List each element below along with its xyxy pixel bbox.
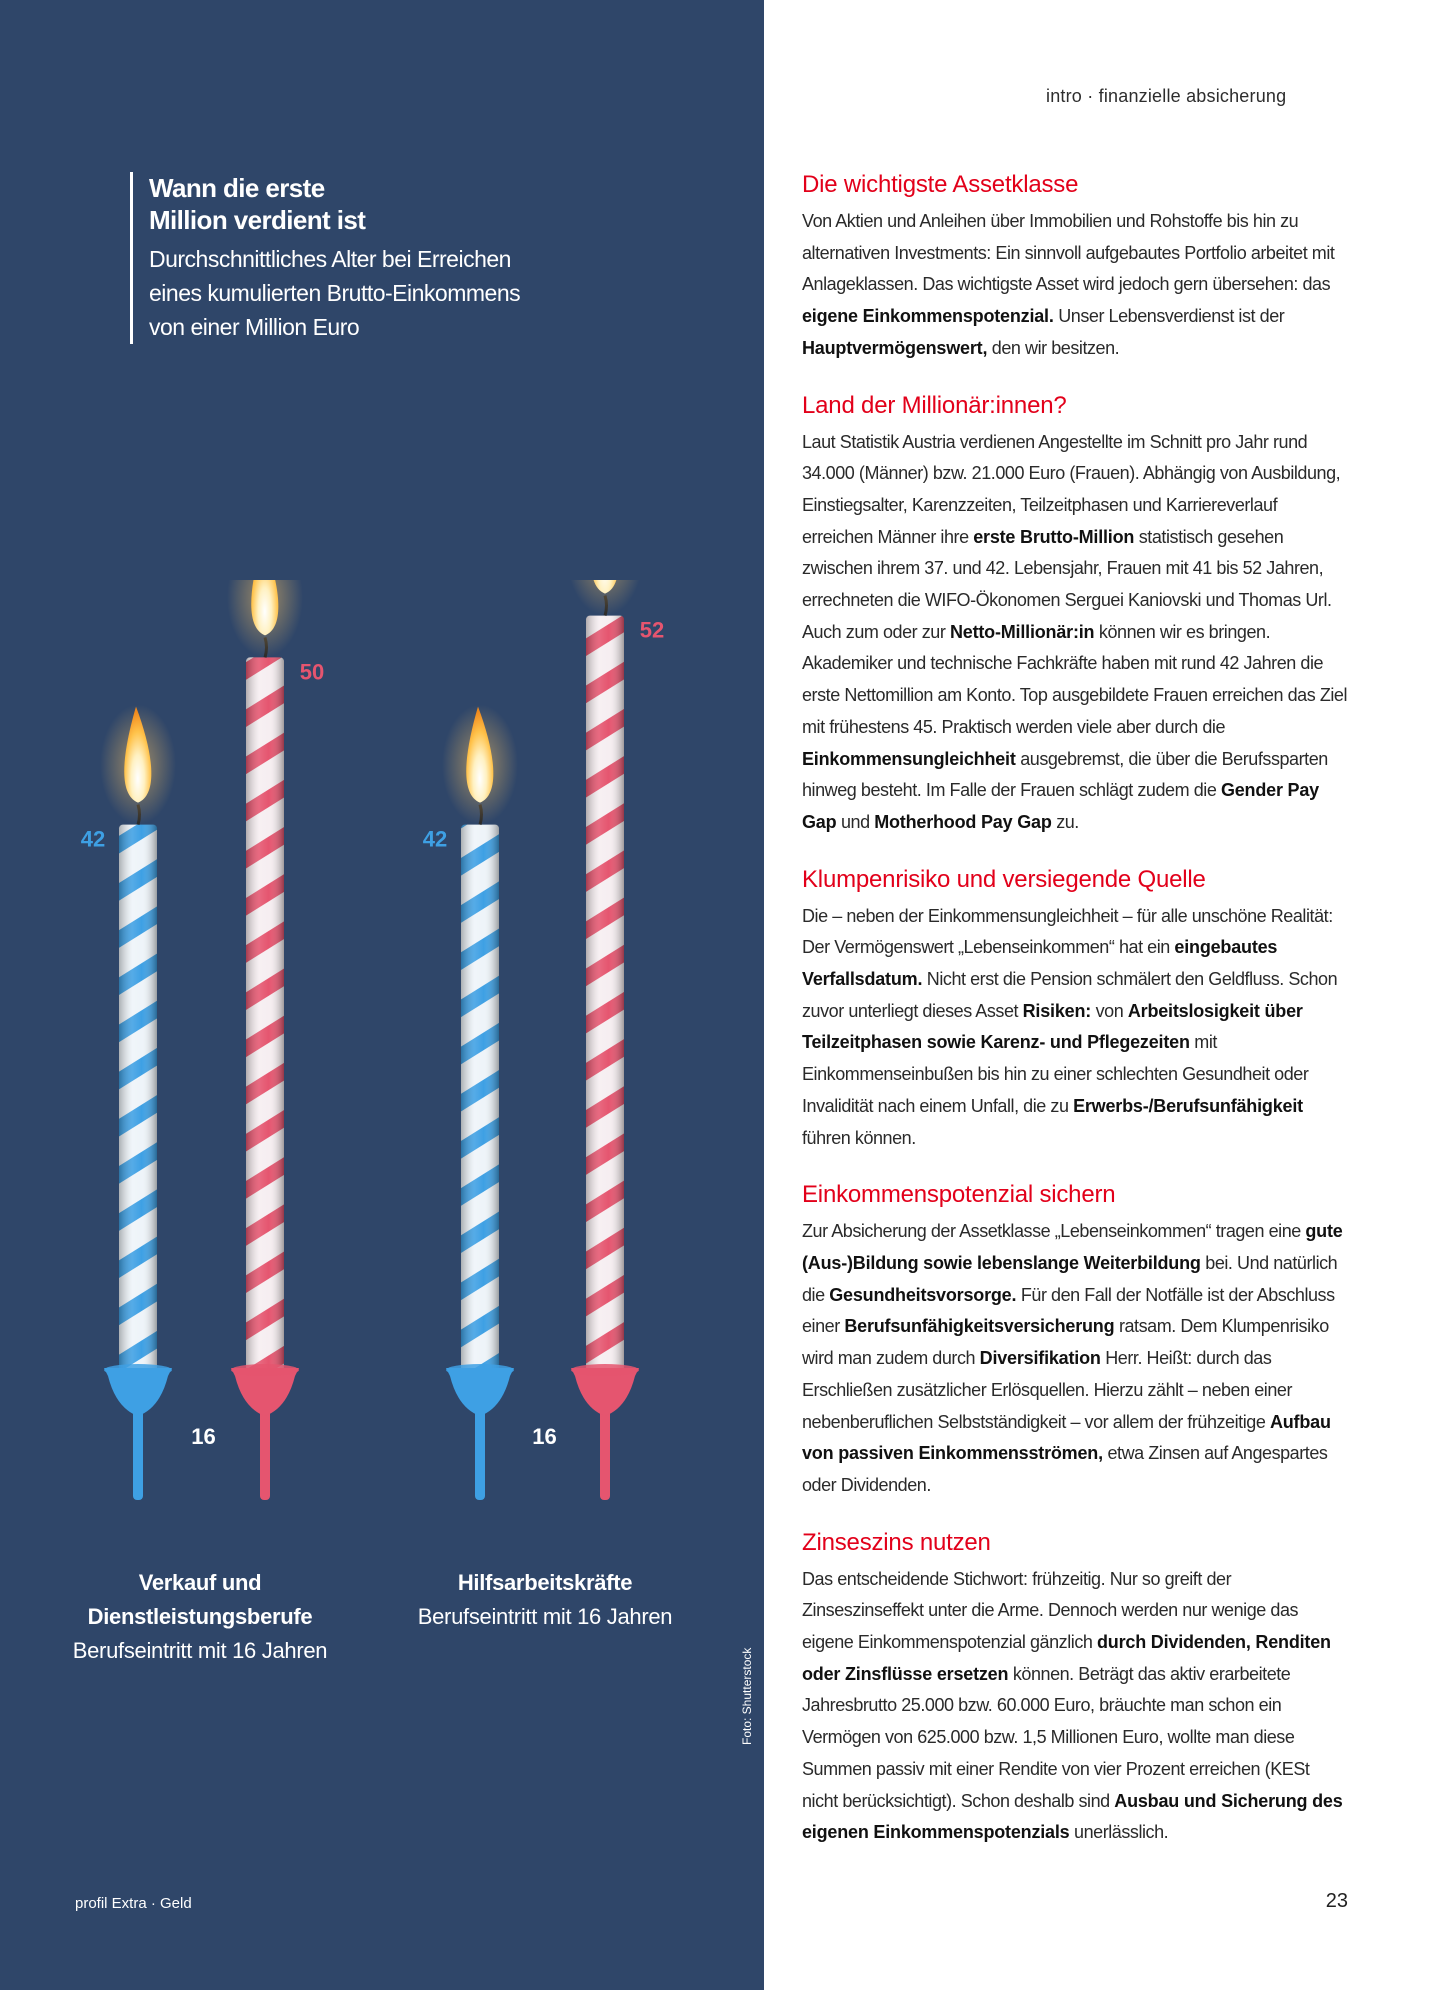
emphasis-text: gute (Aus-)Bildung sowie lebenslange Weiterbildung (802, 1221, 1343, 1273)
body-text: Unser Lebensverdienst ist der (1053, 306, 1285, 327)
candle-women (567, 580, 664, 1500)
infobox-subtitle (149, 242, 619, 344)
holder-rim (104, 1364, 172, 1376)
holder-rim (446, 1364, 514, 1376)
candle-value-label: 42 (80, 826, 106, 852)
emphasis-text: Gender Pay Gap (802, 780, 1319, 832)
emphasis-text: durch Dividenden, Renditen oder Zinsflüsse ersetzen (802, 1632, 1331, 1684)
section-heading: Einkommenspotenzial sichern (802, 1181, 1116, 1209)
body-text: Die – neben der Einkommensungleichheit – für alle unschöne Realität: Der Vermögenswert „Lebenseinkommen“ hat ein (802, 905, 1333, 958)
infobox-title-line: Million verdient ist (149, 205, 366, 235)
candle-shading (586, 616, 624, 1378)
article-section (802, 863, 1348, 1155)
emphasis-text: Berufsunfähigkeitsversicherung (844, 1316, 1115, 1337)
body-text: den wir besitzen. (987, 337, 1120, 358)
holder-stick (600, 1408, 610, 1500)
body-text: zu. (1051, 811, 1079, 832)
footer-publication: profil Extra · Geld (75, 1895, 192, 1912)
start-age-label: 16 (191, 1424, 216, 1449)
body-text: Für den Fall der Notfälle ist der Abschluss einer (802, 1284, 1335, 1337)
infobox-subtitle-line: von einer Million Euro (149, 314, 360, 340)
article-text (802, 168, 1348, 1873)
candle-women (227, 580, 324, 1500)
body-text: unerlässlich. (1069, 1822, 1169, 1843)
holder-rim (231, 1364, 299, 1376)
section-heading: Klumpenrisiko und versiegende Quelle (802, 865, 1206, 893)
emphasis-text: Arbeitslosigkeit über Teilzeitphasen sowie Karenz- und Pflegezeiten (802, 1000, 1303, 1053)
holder-rim (571, 1364, 639, 1376)
article-section (802, 1526, 1348, 1849)
body-text: Laut Statistik Austria verdienen Angestellte im Schnitt pro Jahr rund 34.000 (Männer) bzw. 21.000 Euro (Frauen). Abhängig von Ausbildung, Einstiegsalter, Karenzzeiten, Teilzeitphasen und Karriereverlauf erreichen Männer ihre (802, 431, 1341, 547)
group-note: Berufseintritt mit 16 Jahren (417, 1604, 673, 1629)
body-text: können. Beträgt das aktiv erarbeitete Jahresbrutto 25.000 bzw. 60.000 Euro, bräuchte man schon ein Vermögen von 625.000 bzw. 1,5 Millionen Euro, wollte man diese Summen passiv mit einer Rendite von vier Prozent erreichen (KESt nicht berücksichtigt). Schon deshalb sind (802, 1663, 1310, 1811)
body-text: Zur Absicherung der Assetklasse „Lebenseinkommen“ tragen eine (802, 1221, 1306, 1242)
emphasis-text: Risiken: (1022, 1000, 1092, 1021)
group-title: Hilfsarbeitskräfte (457, 1570, 633, 1595)
section-body (802, 901, 1348, 1155)
candle-shading (246, 657, 284, 1378)
emphasis-text: Gesundheitsvorsorge. (829, 1284, 1017, 1305)
body-text: können wir es bringen. Akademiker und technische Fachkräfte haben mit rund 42 Jahren die erste Nettomillion am Konto. Top ausgebildete Frauen erreichen das Ziel mit frühestens 45. Praktisch werden viele aber durch die (802, 621, 1348, 737)
body-text: Von Aktien und Anleihen über Immobilien und Rohstoffe bis hin zu alternativen Investments: Ein sinnvoll aufgebautes Portfolio arbeitet mit Anlageklassen. Das wichtigste Asset wird jedoch gern übersehen: das (802, 211, 1335, 295)
candle-value-label: 52 (639, 617, 665, 643)
photo-credit: Foto: Shutterstock (740, 1647, 754, 1745)
body-text: führen können. (802, 1127, 916, 1148)
body-text: ratsam. Dem Klumpenrisiko wird man zudem durch (802, 1316, 1329, 1369)
body-text: Nicht erst die Pension schmälert den Geldfluss. Schon zuvor unterliegt dieses Asset (802, 969, 1338, 1021)
body-text: etwa Zinsen auf Angespartes oder Dividenden. (802, 1443, 1328, 1495)
emphasis-text: erste Brutto-Million (973, 526, 1135, 547)
emphasis-text: eingebautes Verfallsdatum. (802, 937, 1278, 990)
emphasis-text: Erwerbs-/Berufsunfähigkeit (1073, 1095, 1303, 1116)
group-caption-hilfsarbeit (380, 1566, 710, 1634)
infobox-title (149, 172, 619, 236)
emphasis-text: Netto-Millionär:in (949, 621, 1095, 642)
candle-value-label: 50 (299, 659, 325, 685)
subject-label: finanzielle absicherung (1098, 86, 1287, 106)
section-body (802, 1564, 1348, 1849)
body-text: statistisch gesehen zwischen ihrem 37. und 42. Lebensjahr, Frauen mit 41 bis 52 Jahren, errechneten die WIFO-Ökonomen Serguei Kaniovski und Thomas Url. Auch zum oder zur (802, 526, 1332, 642)
group-caption-verkauf (30, 1566, 370, 1668)
body-text: ausgebremst, die über die Berufssparten hinweg besteht. Im Falle der Frauen schlägt zudem die (802, 748, 1328, 801)
section-body (802, 1216, 1348, 1501)
candle-value-label: 42 (422, 826, 448, 852)
group-note: Berufseintritt mit 16 Jahren (72, 1638, 328, 1663)
infobox-subtitle-line: eines kumulierten Brutto-Einkommens (149, 280, 521, 306)
body-text: mit Einkommenseinbußen bis hin zu einer schlechten Gesundheit oder Invalidität nach einem Unfall, die zu (802, 1032, 1309, 1116)
body-text: Das entscheidende Stichwort: frühzeitig. Nur so greift der Zinseszinseffekt unter die Arme. Dennoch werden nur wenige das eigene Einkommenspotenzial gänzlich (802, 1568, 1299, 1653)
holder-stick (260, 1408, 270, 1500)
section-separator: · (1087, 86, 1094, 106)
candle-shading (119, 825, 157, 1378)
emphasis-text: Diversifikation (979, 1348, 1101, 1369)
page-number: 23 (1325, 1890, 1348, 1912)
section-label: intro (1046, 86, 1083, 106)
group-title: Verkauf und (138, 1570, 262, 1595)
section-heading: Zinseszins nutzen (802, 1528, 991, 1556)
body-text: von (1091, 1000, 1128, 1021)
holder-stick (475, 1408, 485, 1500)
candle-men (81, 705, 176, 1500)
emphasis-text: Hauptvermögenswert, (802, 337, 988, 358)
section-body (802, 427, 1348, 839)
running-head (1046, 86, 1286, 107)
emphasis-text: Einkommensungleichheit (802, 748, 1016, 769)
section-heading: Die wichtigste Assetklasse (802, 171, 1079, 198)
infobox (130, 172, 619, 344)
start-age-label: 16 (532, 1424, 557, 1449)
section-heading: Land der Millionär:innen? (802, 391, 1067, 419)
group-title: Dienstleistungsberufe (87, 1604, 313, 1629)
candle-shading (461, 825, 499, 1378)
candle-chart (0, 580, 764, 1500)
emphasis-text: Ausbau und Sicherung des eigenen Einkommenspotenzials (802, 1790, 1343, 1843)
body-text: und (836, 811, 875, 832)
emphasis-text: Motherhood Pay Gap (874, 811, 1052, 832)
article-section (802, 1178, 1348, 1501)
body-text: Herr. Heißt: durch das Erschließen zusätzlicher Erlösquellen. Hierzu zählt – neben einer nebenberuflichen Selbstständigkeit – vor allem der frühzeitige (802, 1348, 1293, 1432)
body-text: bei. Und natürlich die (802, 1252, 1338, 1305)
emphasis-text: Aufbau von passiven Einkommensströmen, (802, 1411, 1331, 1464)
article-section (802, 168, 1348, 365)
holder-stick (133, 1408, 143, 1500)
candle-men (423, 705, 518, 1500)
infobox-title-line: Wann die erste (149, 173, 325, 203)
section-body (802, 206, 1348, 365)
article-section (802, 389, 1348, 839)
emphasis-text: eigene Einkommenspotenzial. (802, 306, 1054, 327)
infobox-subtitle-line: Durchschnittliches Alter bei Erreichen (149, 246, 511, 272)
